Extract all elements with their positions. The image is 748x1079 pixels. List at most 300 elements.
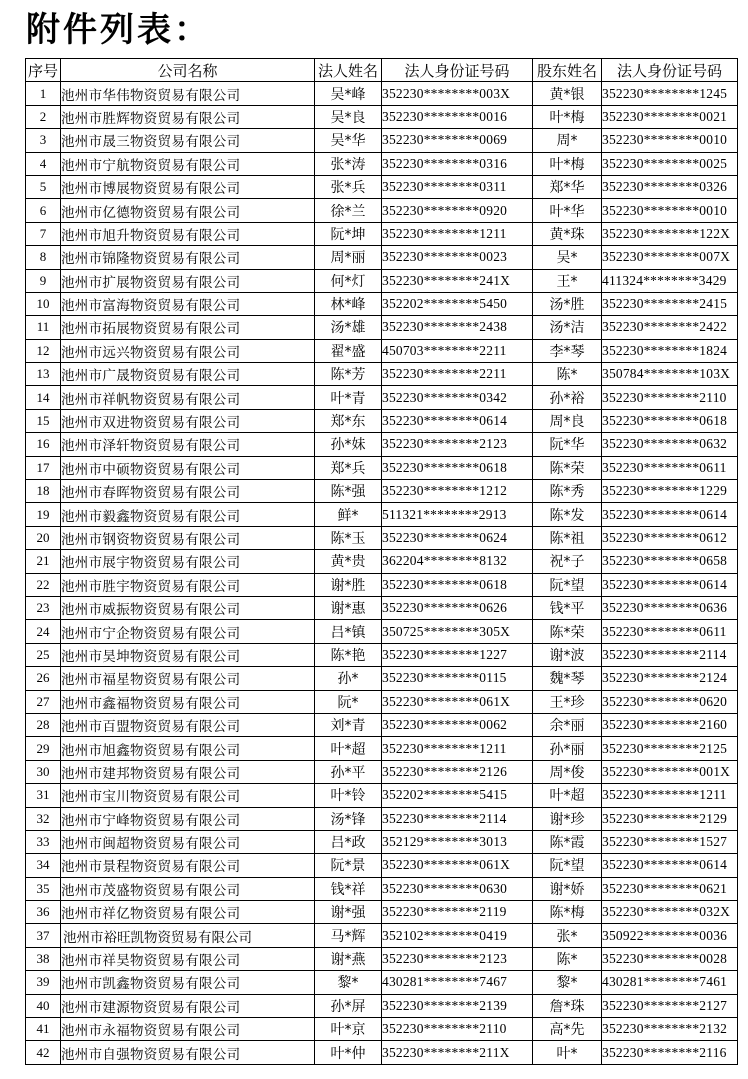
shareholder-name: 汤*洁 <box>533 316 602 339</box>
header-legal-rep-id: 法人身份证号码 <box>382 59 533 82</box>
row-index: 6 <box>26 199 61 222</box>
row-index: 9 <box>26 269 61 292</box>
shareholder-name: 谢*娇 <box>533 877 602 900</box>
legal-rep-id: 352230********061X <box>382 854 533 877</box>
shareholder-name: 黎* <box>533 971 602 994</box>
legal-rep-id: 352230********0630 <box>382 877 533 900</box>
row-index: 31 <box>26 784 61 807</box>
company-name: 池州市旭鑫物资贸易有限公司 <box>61 737 315 760</box>
legal-rep-name: 叶*超 <box>315 737 382 760</box>
table-row <box>26 784 738 807</box>
table-row <box>26 105 738 128</box>
company-name: 池州市锦隆物资贸易有限公司 <box>61 246 315 269</box>
row-index: 35 <box>26 877 61 900</box>
company-name: 池州市春晖物资贸易有限公司 <box>61 480 315 503</box>
row-index: 25 <box>26 643 61 666</box>
shareholder-id: 352230********0611 <box>602 456 738 479</box>
shareholder-name: 周*良 <box>533 409 602 432</box>
row-index: 2 <box>26 105 61 128</box>
company-name: 池州市自强物资贸易有限公司 <box>61 1041 315 1064</box>
legal-rep-id: 352230********1211 <box>382 737 533 760</box>
company-table <box>25 58 738 1065</box>
shareholder-id: 352230********0614 <box>602 503 738 526</box>
legal-rep-name: 阮*景 <box>315 854 382 877</box>
legal-rep-id: 352230********0311 <box>382 175 533 198</box>
shareholder-name: 陈*荣 <box>533 456 602 479</box>
row-index: 11 <box>26 316 61 339</box>
company-name: 池州市泽轩物资贸易有限公司 <box>61 433 315 456</box>
legal-rep-name: 鲜* <box>315 503 382 526</box>
legal-rep-name: 吕*镇 <box>315 620 382 643</box>
company-name: 池州市凯鑫物资贸易有限公司 <box>61 971 315 994</box>
shareholder-name: 阮*望 <box>533 854 602 877</box>
legal-rep-id: 352230********0069 <box>382 129 533 152</box>
legal-rep-id: 352230********2114 <box>382 807 533 830</box>
row-index: 1 <box>26 82 61 105</box>
table-row <box>26 901 738 924</box>
legal-rep-id: 352230********0115 <box>382 667 533 690</box>
shareholder-name: 陈* <box>533 947 602 970</box>
shareholder-id: 350784********103X <box>602 363 738 386</box>
shareholder-id: 352230********2114 <box>602 643 738 666</box>
table-row <box>26 456 738 479</box>
company-name: 池州市胜宇物资贸易有限公司 <box>61 573 315 596</box>
legal-rep-id: 352230********0624 <box>382 526 533 549</box>
shareholder-id: 352230********0614 <box>602 854 738 877</box>
row-index: 36 <box>26 901 61 924</box>
legal-rep-name: 叶*青 <box>315 386 382 409</box>
legal-rep-id: 352230********2119 <box>382 901 533 924</box>
company-name: 池州市双进物资贸易有限公司 <box>61 409 315 432</box>
legal-rep-name: 何*灯 <box>315 269 382 292</box>
legal-rep-name: 叶*仲 <box>315 1041 382 1064</box>
shareholder-name: 阮*华 <box>533 433 602 456</box>
shareholder-name: 陈*荣 <box>533 620 602 643</box>
company-name: 池州市拓展物资贸易有限公司 <box>61 316 315 339</box>
company-name: 池州市永福物资贸易有限公司 <box>61 1018 315 1041</box>
table-row <box>26 503 738 526</box>
legal-rep-id: 352129********3013 <box>382 830 533 853</box>
company-name: 池州市毅鑫物资贸易有限公司 <box>61 503 315 526</box>
table-row <box>26 386 738 409</box>
table-row <box>26 1018 738 1041</box>
company-name: 池州市宁企物资贸易有限公司 <box>61 620 315 643</box>
legal-rep-id: 352230********1212 <box>382 480 533 503</box>
legal-rep-name: 叶*京 <box>315 1018 382 1041</box>
legal-rep-id: 352230********003X <box>382 82 533 105</box>
table-row <box>26 246 738 269</box>
table-row <box>26 994 738 1017</box>
company-name: 池州市展宇物资贸易有限公司 <box>61 550 315 573</box>
shareholder-id: 352230********0021 <box>602 105 738 128</box>
legal-rep-name: 陈*芳 <box>315 363 382 386</box>
company-name: 池州市闽超物资贸易有限公司 <box>61 830 315 853</box>
company-name: 池州市祥昊物资贸易有限公司 <box>61 947 315 970</box>
header-index: 序号 <box>26 59 61 82</box>
row-index: 14 <box>26 386 61 409</box>
legal-rep-id: 352230********0618 <box>382 456 533 479</box>
table-row <box>26 1041 738 1064</box>
company-name: 池州市中硕物资贸易有限公司 <box>61 456 315 479</box>
shareholder-id: 352230********1824 <box>602 339 738 362</box>
row-index: 27 <box>26 690 61 713</box>
shareholder-name: 孙*裕 <box>533 386 602 409</box>
shareholder-name: 余*丽 <box>533 713 602 736</box>
legal-rep-id: 352230********0626 <box>382 596 533 619</box>
legal-rep-name: 刘*青 <box>315 713 382 736</box>
row-index: 3 <box>26 129 61 152</box>
table-row <box>26 643 738 666</box>
legal-rep-name: 谢*胜 <box>315 573 382 596</box>
shareholder-id: 352230********0326 <box>602 175 738 198</box>
shareholder-id: 352230********1245 <box>602 82 738 105</box>
legal-rep-name: 陈*艳 <box>315 643 382 666</box>
company-name: 池州市茂盛物资贸易有限公司 <box>61 877 315 900</box>
company-name: 池州市亿德物资贸易有限公司 <box>61 199 315 222</box>
table-row <box>26 409 738 432</box>
company-name: 池州市祥亿物资贸易有限公司 <box>61 901 315 924</box>
row-index: 16 <box>26 433 61 456</box>
shareholder-name: 周*俊 <box>533 760 602 783</box>
company-name: 池州市鑫福物资贸易有限公司 <box>61 690 315 713</box>
shareholder-name: 叶* <box>533 1041 602 1064</box>
legal-rep-name: 汤*雄 <box>315 316 382 339</box>
shareholder-id: 352230********2124 <box>602 667 738 690</box>
table-row <box>26 433 738 456</box>
row-index: 4 <box>26 152 61 175</box>
legal-rep-name: 黎* <box>315 971 382 994</box>
legal-rep-name: 张*兵 <box>315 175 382 198</box>
legal-rep-name: 谢*强 <box>315 901 382 924</box>
shareholder-id: 352230********2160 <box>602 713 738 736</box>
shareholder-name: 郑*华 <box>533 175 602 198</box>
shareholder-name: 孙*丽 <box>533 737 602 760</box>
company-name: 池州市祥帆物资贸易有限公司 <box>61 386 315 409</box>
company-name: 池州市昊坤物资贸易有限公司 <box>61 643 315 666</box>
shareholder-id: 430281********7461 <box>602 971 738 994</box>
row-index: 33 <box>26 830 61 853</box>
row-index: 10 <box>26 292 61 315</box>
table-row <box>26 947 738 970</box>
table-row <box>26 596 738 619</box>
legal-rep-id: 352230********211X <box>382 1041 533 1064</box>
shareholder-name: 王* <box>533 269 602 292</box>
legal-rep-id: 352230********241X <box>382 269 533 292</box>
company-name: 池州市远兴物资贸易有限公司 <box>61 339 315 362</box>
table-row <box>26 82 738 105</box>
legal-rep-name: 陈*强 <box>315 480 382 503</box>
row-index: 39 <box>26 971 61 994</box>
shareholder-id: 352230********2125 <box>602 737 738 760</box>
shareholder-name: 高*先 <box>533 1018 602 1041</box>
shareholder-id: 352230********2110 <box>602 386 738 409</box>
company-name: 池州市晟三物资贸易有限公司 <box>61 129 315 152</box>
shareholder-name: 黄*银 <box>533 82 602 105</box>
legal-rep-id: 430281********7467 <box>382 971 533 994</box>
table-row <box>26 760 738 783</box>
shareholder-id: 352230********0612 <box>602 526 738 549</box>
table-row <box>26 737 738 760</box>
legal-rep-name: 谢*燕 <box>315 947 382 970</box>
table-row <box>26 269 738 292</box>
legal-rep-name: 吴*良 <box>315 105 382 128</box>
shareholder-name: 祝*子 <box>533 550 602 573</box>
legal-rep-name: 钱*祥 <box>315 877 382 900</box>
company-name: 池州市钢资物资贸易有限公司 <box>61 526 315 549</box>
legal-rep-id: 352230********0062 <box>382 713 533 736</box>
table-row <box>26 175 738 198</box>
shareholder-name: 陈*霞 <box>533 830 602 853</box>
company-name: 池州市景程物资贸易有限公司 <box>61 854 315 877</box>
legal-rep-name: 叶*铃 <box>315 784 382 807</box>
legal-rep-name: 林*峰 <box>315 292 382 315</box>
row-index: 32 <box>26 807 61 830</box>
shareholder-id: 352230********0611 <box>602 620 738 643</box>
legal-rep-name: 吴*峰 <box>315 82 382 105</box>
legal-rep-id: 352230********2110 <box>382 1018 533 1041</box>
shareholder-name: 陈*梅 <box>533 901 602 924</box>
shareholder-name: 阮*望 <box>533 573 602 596</box>
legal-rep-name: 陈*玉 <box>315 526 382 549</box>
header-legal-rep-name: 法人姓名 <box>315 59 382 82</box>
company-name: 池州市宁峰物资贸易有限公司 <box>61 807 315 830</box>
shareholder-name: 陈* <box>533 363 602 386</box>
shareholder-id: 352230********2132 <box>602 1018 738 1041</box>
table-row <box>26 854 738 877</box>
page-title: 附件列表： <box>26 10 211 50</box>
row-index: 38 <box>26 947 61 970</box>
shareholder-id: 352230********2422 <box>602 316 738 339</box>
company-name: 池州市宝川物资贸易有限公司 <box>61 784 315 807</box>
company-name: 池州市广晟物资贸易有限公司 <box>61 363 315 386</box>
legal-rep-name: 吕*政 <box>315 830 382 853</box>
table-row <box>26 152 738 175</box>
shareholder-id: 411324********3429 <box>602 269 738 292</box>
table-row <box>26 550 738 573</box>
row-index: 42 <box>26 1041 61 1064</box>
legal-rep-id: 352230********2123 <box>382 947 533 970</box>
table-row <box>26 971 738 994</box>
shareholder-name: 叶*超 <box>533 784 602 807</box>
legal-rep-id: 352230********0316 <box>382 152 533 175</box>
legal-rep-id: 352230********2126 <box>382 760 533 783</box>
shareholder-name: 陈*祖 <box>533 526 602 549</box>
table-row <box>26 924 738 947</box>
company-name: 池州市裕旺凯物资贸易有限公司 <box>61 924 315 947</box>
table-row <box>26 667 738 690</box>
legal-rep-id: 352102********0419 <box>382 924 533 947</box>
shareholder-id: 352230********0010 <box>602 129 738 152</box>
shareholder-id: 352230********0658 <box>602 550 738 573</box>
company-name: 池州市威振物资贸易有限公司 <box>61 596 315 619</box>
header-shareholder-id: 法人身份证号码 <box>602 59 738 82</box>
legal-rep-id: 352230********061X <box>382 690 533 713</box>
row-index: 23 <box>26 596 61 619</box>
row-index: 22 <box>26 573 61 596</box>
legal-rep-id: 352230********0618 <box>382 573 533 596</box>
table-row <box>26 807 738 830</box>
shareholder-name: 周* <box>533 129 602 152</box>
legal-rep-name: 黄*贵 <box>315 550 382 573</box>
legal-rep-id: 352230********1211 <box>382 222 533 245</box>
shareholder-name: 黄*珠 <box>533 222 602 245</box>
shareholder-id: 352230********0614 <box>602 573 738 596</box>
legal-rep-id: 352230********0342 <box>382 386 533 409</box>
table-row <box>26 339 738 362</box>
table-row <box>26 316 738 339</box>
legal-rep-name: 吴*华 <box>315 129 382 152</box>
legal-rep-name: 阮*坤 <box>315 222 382 245</box>
row-index: 37 <box>26 924 61 947</box>
row-index: 17 <box>26 456 61 479</box>
legal-rep-id: 352230********2139 <box>382 994 533 1017</box>
row-index: 8 <box>26 246 61 269</box>
shareholder-id: 352230********1527 <box>602 830 738 853</box>
shareholder-name: 陈*发 <box>533 503 602 526</box>
row-index: 24 <box>26 620 61 643</box>
row-index: 15 <box>26 409 61 432</box>
shareholder-name: 李*琴 <box>533 339 602 362</box>
row-index: 18 <box>26 480 61 503</box>
shareholder-id: 352230********0621 <box>602 877 738 900</box>
company-name: 池州市富海物资贸易有限公司 <box>61 292 315 315</box>
legal-rep-id: 352230********2123 <box>382 433 533 456</box>
company-name: 池州市福星物资贸易有限公司 <box>61 667 315 690</box>
company-name: 池州市旭升物资贸易有限公司 <box>61 222 315 245</box>
table-row <box>26 573 738 596</box>
shareholder-id: 352230********032X <box>602 901 738 924</box>
shareholder-name: 王*珍 <box>533 690 602 713</box>
table-row <box>26 713 738 736</box>
shareholder-id: 352230********0028 <box>602 947 738 970</box>
table-row <box>26 222 738 245</box>
legal-rep-id: 362204********8132 <box>382 550 533 573</box>
table-row <box>26 363 738 386</box>
shareholder-id: 352230********0620 <box>602 690 738 713</box>
table-row <box>26 292 738 315</box>
row-index: 5 <box>26 175 61 198</box>
company-name: 池州市扩展物资贸易有限公司 <box>61 269 315 292</box>
shareholder-name: 叶*梅 <box>533 105 602 128</box>
header-shareholder-name: 股东姓名 <box>533 59 602 82</box>
table-row <box>26 526 738 549</box>
shareholder-id: 352230********2129 <box>602 807 738 830</box>
row-index: 12 <box>26 339 61 362</box>
legal-rep-name: 汤*锋 <box>315 807 382 830</box>
row-index: 29 <box>26 737 61 760</box>
legal-rep-name: 孙*平 <box>315 760 382 783</box>
legal-rep-name: 谢*惠 <box>315 596 382 619</box>
legal-rep-name: 周*丽 <box>315 246 382 269</box>
shareholder-id: 352230********1229 <box>602 480 738 503</box>
shareholder-id: 352230********0636 <box>602 596 738 619</box>
row-index: 19 <box>26 503 61 526</box>
company-name: 池州市博展物资贸易有限公司 <box>61 175 315 198</box>
row-index: 21 <box>26 550 61 573</box>
table-row <box>26 129 738 152</box>
legal-rep-name: 孙*屏 <box>315 994 382 1017</box>
shareholder-name: 詹*珠 <box>533 994 602 1017</box>
table-row <box>26 199 738 222</box>
table-header-row <box>26 59 738 82</box>
row-index: 34 <box>26 854 61 877</box>
header-company-name: 公司名称 <box>61 59 315 82</box>
row-index: 30 <box>26 760 61 783</box>
table-row <box>26 620 738 643</box>
shareholder-name: 汤*胜 <box>533 292 602 315</box>
shareholder-name: 吴* <box>533 246 602 269</box>
legal-rep-id: 352230********1227 <box>382 643 533 666</box>
shareholder-name: 谢*波 <box>533 643 602 666</box>
row-index: 28 <box>26 713 61 736</box>
company-name: 池州市胜辉物资贸易有限公司 <box>61 105 315 128</box>
shareholder-id: 352230********007X <box>602 246 738 269</box>
legal-rep-name: 徐*兰 <box>315 199 382 222</box>
shareholder-name: 叶*梅 <box>533 152 602 175</box>
shareholder-name: 魏*琴 <box>533 667 602 690</box>
table-row <box>26 690 738 713</box>
legal-rep-id: 352202********5450 <box>382 292 533 315</box>
legal-rep-name: 张*涛 <box>315 152 382 175</box>
company-name: 池州市建邦物资贸易有限公司 <box>61 760 315 783</box>
legal-rep-id: 352230********0614 <box>382 409 533 432</box>
table-row <box>26 830 738 853</box>
legal-rep-id: 450703********2211 <box>382 339 533 362</box>
shareholder-id: 352230********122X <box>602 222 738 245</box>
row-index: 7 <box>26 222 61 245</box>
legal-rep-id: 350725********305X <box>382 620 533 643</box>
shareholder-name: 钱*平 <box>533 596 602 619</box>
legal-rep-name: 郑*东 <box>315 409 382 432</box>
shareholder-id: 352230********1211 <box>602 784 738 807</box>
row-index: 41 <box>26 1018 61 1041</box>
legal-rep-id: 352230********0920 <box>382 199 533 222</box>
shareholder-name: 叶*华 <box>533 199 602 222</box>
shareholder-id: 352230********0010 <box>602 199 738 222</box>
legal-rep-id: 352230********0016 <box>382 105 533 128</box>
table-row <box>26 480 738 503</box>
company-name: 池州市建源物资贸易有限公司 <box>61 994 315 1017</box>
row-index: 40 <box>26 994 61 1017</box>
legal-rep-id: 352202********5415 <box>382 784 533 807</box>
shareholder-id: 352230********001X <box>602 760 738 783</box>
row-index: 20 <box>26 526 61 549</box>
shareholder-name: 谢*珍 <box>533 807 602 830</box>
legal-rep-name: 孙*妹 <box>315 433 382 456</box>
shareholder-id: 352230********0632 <box>602 433 738 456</box>
company-name: 池州市华伟物资贸易有限公司 <box>61 82 315 105</box>
shareholder-id: 352230********2127 <box>602 994 738 1017</box>
row-index: 13 <box>26 363 61 386</box>
legal-rep-id: 352230********2211 <box>382 363 533 386</box>
legal-rep-id: 352230********0023 <box>382 246 533 269</box>
shareholder-id: 352230********2116 <box>602 1041 738 1064</box>
company-name: 池州市宁航物资贸易有限公司 <box>61 152 315 175</box>
shareholder-name: 张* <box>533 924 602 947</box>
shareholder-name: 陈*秀 <box>533 480 602 503</box>
legal-rep-id: 511321********2913 <box>382 503 533 526</box>
table-row <box>26 877 738 900</box>
company-name: 池州市百盟物资贸易有限公司 <box>61 713 315 736</box>
shareholder-id: 350922********0036 <box>602 924 738 947</box>
legal-rep-name: 马*辉 <box>315 924 382 947</box>
shareholder-id: 352230********0618 <box>602 409 738 432</box>
shareholder-id: 352230********2415 <box>602 292 738 315</box>
legal-rep-id: 352230********2438 <box>382 316 533 339</box>
legal-rep-name: 阮* <box>315 690 382 713</box>
shareholder-id: 352230********0025 <box>602 152 738 175</box>
row-index: 26 <box>26 667 61 690</box>
